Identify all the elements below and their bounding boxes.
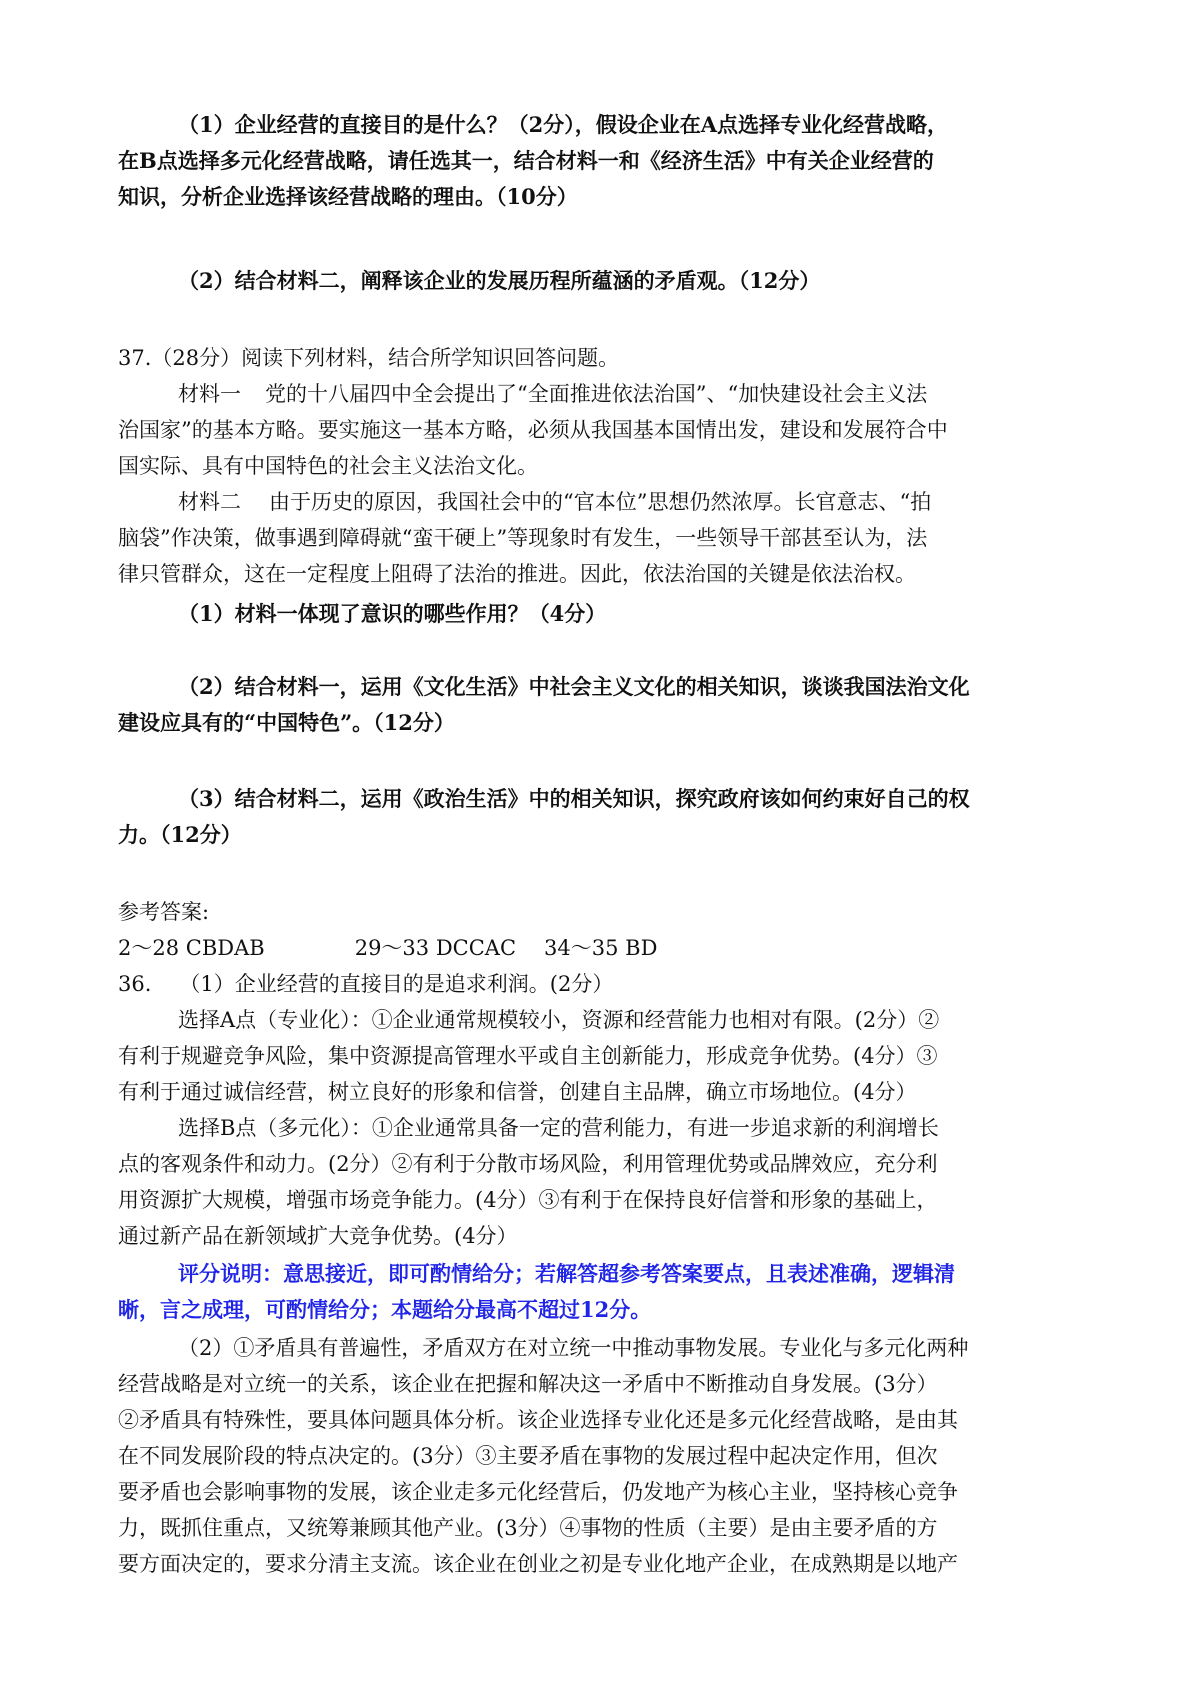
answer-36-2-line5: 要矛盾也会影响事物的发展，该企业走多元化经营后，仍发地产为核心主业，坚持核心竞争 bbox=[118, 1480, 958, 1504]
q37-sub2-line1: （2）结合材料一，运用《文化生活》中社会主义文化的相关知识，谈谈我国法治文化 bbox=[178, 674, 970, 699]
material-two-label: 材料二 bbox=[178, 490, 241, 514]
material-two-line1 bbox=[178, 484, 1118, 520]
option-b-line4: 通过新产品在新领域扩大竞争优势。(4分） bbox=[118, 1224, 518, 1248]
q37-sub2-line2: 建设应具有的“中国特色”。（12分） bbox=[118, 710, 455, 735]
q37-sub1: （1）材料一体现了意识的哪些作用？（4分） bbox=[178, 601, 607, 626]
answer-36-number: 36. bbox=[118, 972, 152, 996]
q36-sub1-line3: 知识，分析企业选择该经营战略的理由。（10分） bbox=[118, 184, 578, 209]
q36-sub1-line1: （1）企业经营的直接目的是什么？（2分），假设企业在A点选择专业化经营战略， bbox=[178, 112, 949, 137]
scoring-note-line2: 晰，言之成理，可酌情给分；本题给分最高不超过12分。 bbox=[118, 1297, 652, 1322]
q37-title: 37.（28分）阅读下列材料，结合所学知识回答问题。 bbox=[118, 346, 620, 370]
answer-36-2-line1: （2）①矛盾具有普遍性，矛盾双方在对立统一中推动事物发展。专业化与多元化两种 bbox=[178, 1336, 969, 1360]
option-a-line2: 有利于规避竞争风险，集中资源提高管理水平或自主创新能力，形成竞争优势。(4分）③ bbox=[118, 1044, 938, 1068]
q36-sub2: （2）结合材料二，阐释该企业的发展历程所蕴涵的矛盾观。（12分） bbox=[178, 268, 821, 293]
answer-36-2-line7: 要方面决定的，要求分清主支流。该企业在创业之初是专业化地产企业，在成熟期是以地产 bbox=[118, 1552, 958, 1576]
option-b-line3: 用资源扩大规模，增强市场竞争能力。(4分）③有利于在保持良好信誉和形象的基础上， bbox=[118, 1188, 938, 1212]
mc-answers bbox=[118, 930, 1118, 966]
answer-36-2-line3: ②矛盾具有特殊性，要具体问题具体分析。该企业选择专业化还是多元化经营战略，是由其 bbox=[118, 1408, 958, 1432]
answer-36-1 bbox=[118, 966, 1118, 1002]
mc-answers-b: 29～33 DCCAC bbox=[354, 936, 517, 960]
q36-sub1-line2: 在B点选择多元化经营战略，请任选其一，结合材料一和《经济生活》中有关企业经营的 bbox=[118, 148, 934, 173]
answer-36-2-line2: 经营战略是对立统一的关系，该企业在把握和解决这一矛盾中不断推动自身发展。(3分） bbox=[118, 1372, 938, 1396]
material-two-text1: 由于历史的原因，我国社会中的“官本位”思想仍然浓厚。长官意志、“拍 bbox=[269, 490, 932, 514]
option-a-line1: 选择A点（专业化）：①企业通常规模较小，资源和经营能力也相对有限。(2分）② bbox=[178, 1008, 940, 1032]
material-one-line2: 治国家”的基本方略。要实施这一基本方略，必须从我国基本国情出发，建设和发展符合中 bbox=[118, 418, 948, 442]
material-two-line3: 律只管群众，这在一定程度上阻碍了法治的推进。因此，依法治国的关键是依法治权。 bbox=[118, 562, 916, 586]
option-a-line3: 有利于通过诚信经营，树立良好的形象和信誉，创建自主品牌，确立市场地位。(4分） bbox=[118, 1080, 917, 1104]
material-one-line3: 国实际、具有中国特色的社会主义法治文化。 bbox=[118, 454, 538, 478]
answers-header: 参考答案: bbox=[118, 900, 210, 924]
option-b-line2: 点的客观条件和动力。(2分）②有利于分散市场风险，利用管理优势或品牌效应，充分利 bbox=[118, 1152, 938, 1176]
answer-36-2-line6: 力，既抓住重点，又统筹兼顾其他产业。(3分）④事物的性质（主要）是由主要矛盾的方 bbox=[118, 1516, 938, 1540]
material-one-line1 bbox=[178, 376, 1118, 412]
material-one-text1: 党的十八届四中全会提出了“全面推进依法治国”、“加快建设社会主义法 bbox=[265, 382, 928, 406]
answer-36-1-text: （1）企业经营的直接目的是追求利润。(2分） bbox=[179, 972, 614, 996]
material-one-label: 材料一 bbox=[178, 382, 241, 406]
mc-answers-c: 34～35 BD bbox=[544, 936, 658, 960]
answer-36-2-line4: 在不同发展阶段的特点决定的。(3分）③主要矛盾在事物的发展过程中起决定作用，但次 bbox=[118, 1444, 938, 1468]
q37-sub3-line2: 力。（12分） bbox=[118, 822, 242, 847]
option-b-line1: 选择B点（多元化）：①企业通常具备一定的营利能力，有进一步追求新的利润增长 bbox=[178, 1116, 939, 1140]
scoring-note-line1: 评分说明：意思接近，即可酌情给分；若解答超参考答案要点，且表述准确，逻辑清 bbox=[178, 1261, 955, 1286]
q37-sub3-line1: （3）结合材料二，运用《政治生活》中的相关知识，探究政府该如何约束好自己的权 bbox=[178, 786, 970, 811]
mc-answers-a: 2～28 CBDAB bbox=[118, 936, 265, 960]
material-two-line2: 脑袋”作决策，做事遇到障碍就“蛮干硬上”等现象时有发生，一些领导干部甚至认为，法 bbox=[118, 526, 928, 550]
